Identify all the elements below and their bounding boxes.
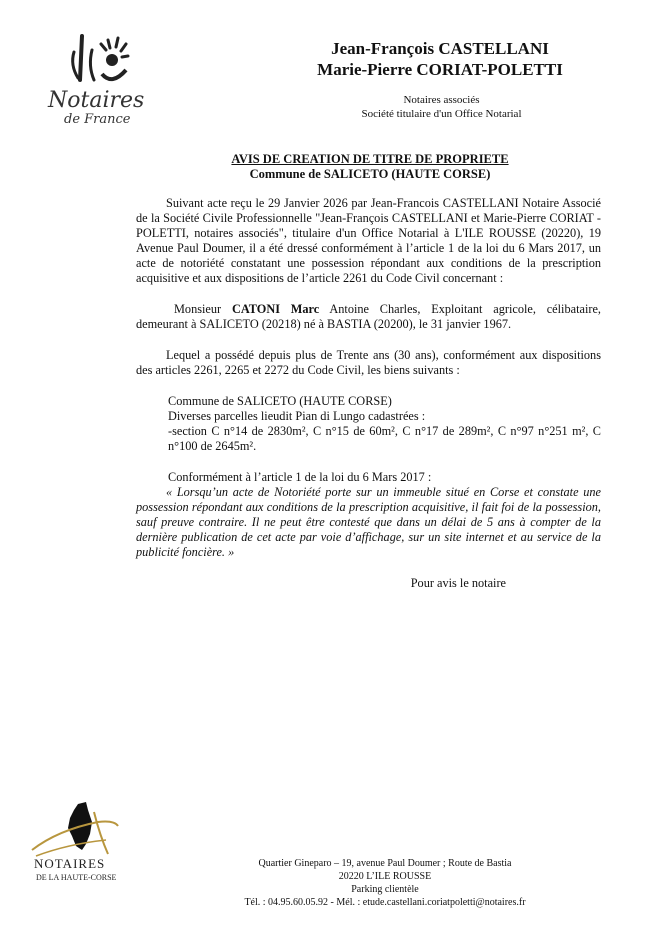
notary-names <box>275 38 605 80</box>
footer-address <box>220 857 550 909</box>
title-line-2: Commune de SALICETO (HAUTE CORSE) <box>249 167 491 181</box>
law-quote: « Lorsqu’un acte de Notoriété porte sur un immeuble situé en Corse et constate une possession répondant aux conditions de la prescription acquisitive, il fait foi de la possession, sauf preuve contraire. Il ne peut être contesté que dans un délai de 5 ans à compter de la dernière publication de cet acte par voie d’affichage, sur un site internet et au service de la publicité foncière. » <box>136 485 601 559</box>
notaires-de-france-logo <box>40 30 170 130</box>
footer-contact: Tél. : 04.95.60.05.92 - Mél. : etude.castellani.coriatpoletti@notaires.fr <box>244 897 526 908</box>
owner-details: Antoine Charles, Exploitant agricole, célibataire, demeurant à SALICETO (20218) né à BASTIA (20200), le 31 janvier 1967. <box>136 302 601 331</box>
title-line-1: AVIS DE CREATION DE TITRE DE PROPRIETE <box>231 152 509 166</box>
signature-line: Pour avis le notaire <box>410 576 506 590</box>
corsica-map-icon <box>28 800 123 860</box>
property-commune: Commune de SALICETO (HAUTE CORSE) <box>168 394 392 408</box>
property-block <box>136 394 601 454</box>
paragraph-possession: Lequel a possédé depuis plus de Trente ans (30 ans), conformément aux dispositions des articles 2261, 2265 et 2272 du Code Civil, les biens suivants : <box>136 348 601 377</box>
footer-city: 20220 L’ILE ROUSSE <box>338 871 432 882</box>
footer-parking: Parking clientèle <box>351 884 419 895</box>
notary-subtitle <box>300 93 583 121</box>
document-body <box>136 196 601 607</box>
owner-prefix: Monsieur <box>174 302 232 316</box>
notary-name-1: Jean-François CASTELLANI <box>331 39 549 58</box>
subtitle-associes: Notaires associés <box>403 94 480 106</box>
notaires-haute-corse-logo <box>28 800 138 890</box>
property-parcels: Diverses parcelles lieudit Pian di Lungo cadastrées : <box>168 409 426 423</box>
paragraph-owner <box>136 302 601 332</box>
owner-name: CATONI Marc <box>231 302 320 316</box>
logo-brand-text: Notaires <box>48 88 145 113</box>
footer-logo-subtext: DE LA HAUTE-CORSE <box>36 873 117 882</box>
notaires-emblem-icon <box>68 30 138 88</box>
logo-brand-subtext: de France <box>64 112 131 127</box>
paragraph-act: Suivant acte reçu le 29 Janvier 2026 par Jean-Francois CASTELLANI Notaire Associé de la Société Civile Professionnelle "Jean-François CASTELLANI et Marie-Pierre CORIAT - POLETTI, notaires associés", titulaire d'un Office Notarial à L'ILE ROUSSE (20220), 19 Avenue Paul Doumer, il a été dressé conformément à l’article 1 de la loi du 6 Mars 2017, un acte de notoriété constatant une possession répondant aux conditions de la prescription acquisitive et aux dispositions de l’article 2261 du Code Civil concernant : <box>136 196 601 285</box>
footer-street: Quartier Gineparo – 19, avenue Paul Doumer ; Route de Bastia <box>258 858 512 869</box>
property-sections: -section C n°14 de 2830m², C n°15 de 60m², C n°17 de 289m², C n°97 n°251 m², C n°100 de 2645m². <box>168 424 601 453</box>
paragraph-law: Conformément à l’article 1 de la loi du 6 Mars 2017 : <box>168 470 432 484</box>
subtitle-societe: Société titulaire d'un Office Notarial <box>361 108 522 120</box>
document-title <box>180 152 560 182</box>
footer-logo-text: NOTAIRES <box>34 856 106 871</box>
notary-name-2: Marie-Pierre CORIAT-POLETTI <box>317 60 563 79</box>
